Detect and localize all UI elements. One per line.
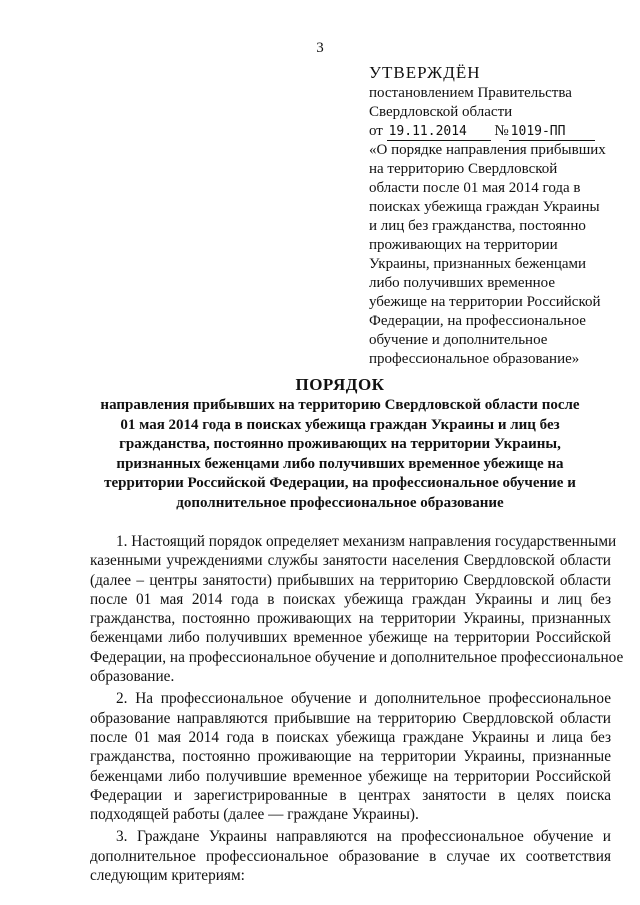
paragraph-line: гражданства, постоянно проживающих на территории Украины, признанных [90, 610, 611, 628]
paragraph-line: Федерации и зарегистрированные в центрах занятости в целях поиска [90, 786, 611, 804]
paragraph-line: (далее – центры занятости) прибывших на территорию Свердловской области [90, 571, 611, 589]
approval-description-line: Украины, признанных беженцами [369, 256, 587, 272]
paragraph-3 [90, 827, 611, 885]
approval-number: 1019-ПП [509, 123, 595, 141]
number-prefix: № [494, 123, 509, 139]
paragraph-1 [90, 532, 624, 686]
subtitle-line: признанных беженцами либо получивших временное убежище на [116, 455, 564, 472]
paragraph-line: казенными учреждениями службы занятости населения Свердловской области [90, 552, 611, 570]
document-subtitle [90, 396, 590, 513]
paragraph-line: 3. Граждане Украины направляются на профессиональное обучение и [116, 828, 611, 846]
paragraph-line: беженцами либо получившие временное убежище на территории Российской [90, 767, 611, 785]
approval-description-line: проживающих на территории [369, 237, 558, 253]
approval-line-2: Свердловской области [369, 104, 513, 120]
subtitle-line: территории Российской Федерации, на профессиональное обучение и [104, 475, 576, 491]
paragraph-line: дополнительное профессиональное образование в случае их соответствия [90, 847, 611, 865]
approval-stamp-block [369, 62, 624, 369]
paragraph-line: следующим критериям: [90, 867, 245, 885]
paragraph-line: 2. На профессиональное обучение и дополнительное профессиональное [116, 690, 611, 708]
page-number: 3 [316, 40, 324, 56]
subtitle-line: 01 мая 2014 года в поисках убежища граждан Украины и лиц без [120, 416, 560, 433]
subtitle-line: гражданства, постоянно проживающих на территории Украины, [119, 436, 561, 452]
approval-description-line: Федерации, на профессиональное [369, 313, 586, 329]
paragraph-line: 1. Настоящий порядок определяет механизм направления государственными [116, 533, 617, 550]
approval-description-line: на территорию Свердловской [369, 161, 558, 177]
paragraph-line: после 01 мая 2014 года в поисках убежища граждан Украины и лиц без [90, 590, 611, 608]
approval-description-line: поисках убежища граждан Украины [369, 199, 600, 215]
approval-description-line: убежище на территории Российской [369, 294, 601, 310]
subtitle-line: дополнительное профессиональное образование [176, 494, 504, 511]
paragraph-line: беженцами либо получивших временное убежище на территории Российской [90, 629, 611, 647]
document-title-block [90, 374, 590, 513]
approval-description-line: «О порядке направления прибывших [369, 142, 606, 158]
approval-description-line: и лиц без гражданства, постоянно [369, 218, 586, 234]
subtitle-line: направления прибывших на территорию Свердловской области после [100, 397, 580, 413]
document-title: ПОРЯДОК [295, 375, 385, 394]
paragraph-line: образование. [90, 668, 175, 686]
document-body [90, 532, 624, 888]
paragraph-line: Федерации, на профессиональное обучение и дополнительное профессиональное [90, 648, 624, 666]
paragraph-line: подходящей работы (далее — граждане Украины). [90, 806, 419, 824]
approval-heading: УТВЕРЖДЁН [369, 63, 481, 82]
approval-description-line: профессиональное образование» [369, 351, 580, 367]
approval-date-row [369, 122, 624, 141]
paragraph-line: после 01 мая 2014 года в поисках убежища граждане Украины и лица без [90, 728, 611, 746]
date-prefix: от [369, 123, 383, 139]
paragraph-line: гражданства, постоянно проживающие на территории Украины, признанные [90, 748, 611, 766]
approval-description-line: либо получивших временное [369, 275, 555, 291]
approval-description [369, 141, 624, 369]
approval-line-1: постановлением Правительства [369, 85, 572, 101]
approval-description-line: обучение и дополнительное [369, 332, 548, 348]
paragraph-2 [90, 689, 611, 824]
paragraph-line: образование направляются прибывшие на территорию Свердловской области [90, 709, 611, 727]
approval-description-line: области после 01 мая 2014 года в [369, 180, 581, 196]
approval-date: 19.11.2014 [387, 123, 491, 141]
